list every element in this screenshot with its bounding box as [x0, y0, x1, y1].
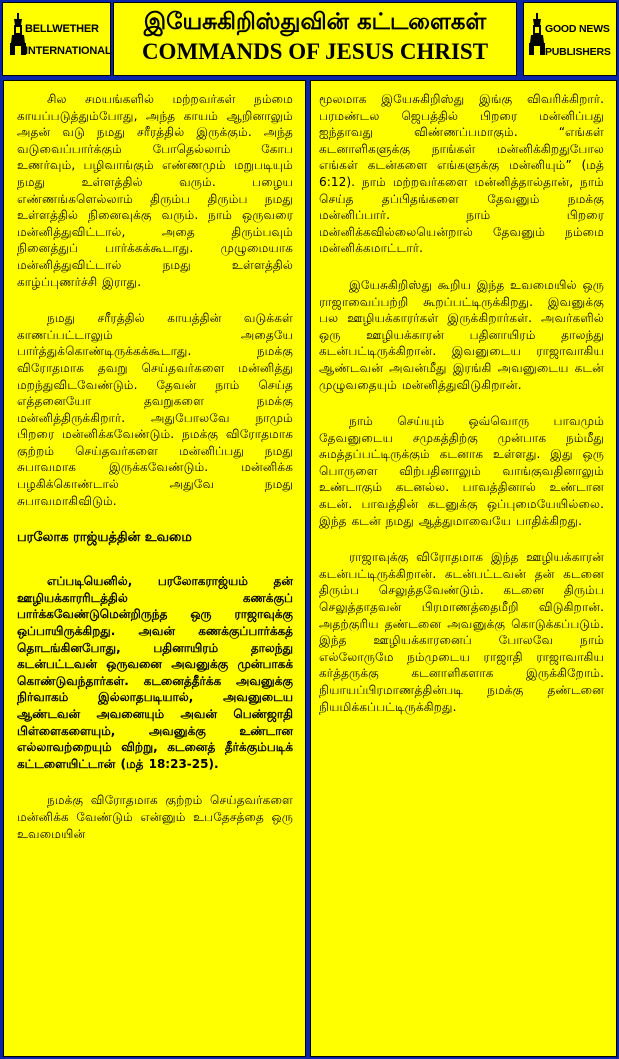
- right-paragraph-2: இயேசுகிறிஸ்து கூறிய இந்த உவமையில் ஒரு ராஜாவைப்பற்றி கூறப்பட்டிருக்கிறது. இவனுக்கு பல ஊழியக்காரர்கள் இருக்கிறார்கள். அவர்களில் ஒரு ஊழியக்காரன் பதினாயிரம் தாலந்து கடன்பட்டிருக்கிறான். இவனுடைய ராஜாவாகிய ஆண்டவன் அவன்மீது இரங்கி அவனுடைய கடன் முழுவதையும் மன்னித்துவிடுகிறான்.: [319, 277, 604, 392]
- logo-left-line2: INTERNATIONAL: [25, 45, 112, 57]
- bellwether-logo: [2, 2, 111, 76]
- logo-right-line2: PUBLISHERS: [545, 46, 611, 58]
- page-title-tamil: இயேசுகிறிஸ்துவின் கட்டளைகள்: [143, 9, 487, 35]
- left-paragraph-2: நமது சரீரத்தில் காயத்தின் வடுக்கள் காணப்பட்டாலும் அதையே பார்த்துக்கொண்டிருக்கக்கூடாது. நமக்கு விரோதமாக தவறு செய்தவர்களை மன்னித்து மறந்துவிடவேண்டும். தேவன் நாம் செய்த எத்தனையோ தவறுகளை நமக்கு மன்னித்திருக்கிறார். அதுபோலவே நாமும் பிறரை மன்னிக்கவேண்டும். நமக்கு விரோதமாக குற்றம் செய்தவர்களை மன்னிப்பது நமது சுபாவமாக இருக்கவேண்டும். மன்னிக்க பழகிக்கொண்டால் அதுவே நமது சுபாவமாகிவிடும்.: [17, 311, 293, 508]
- right-column: [310, 80, 617, 1057]
- left-paragraph-1: சில சமயங்களில் மற்றவர்கள் நம்மை காயப்படுத்தும்போது, அந்த காயம் ஆறினாலும் அதன் வடு நமது சரீரத்தில் இருக்கும். அந்த வடுவைப்பார்க்கும் போதெல்லாம் கோப உணர்வும், பழிவாங்கும் எண்ணமும் மறுபடியும் நமது உள்ளத்தில் வரும். பழைய எண்ணங்களெல்லாம் திரும்ப திரும்ப நமது உள்ளத்தில் நினைவுக்கு வரும். நாம் ஒருவரை மன்னித்துவிட்டால், அதை திரும்பவும் நினைத்துப் பார்க்கக்கூடாது. முழுமையாக மன்னித்துவிட்டால் நமது உள்ளத்தில் காழ்ப்புணர்ச்சி இராது.: [17, 92, 293, 289]
- title-banner: [113, 2, 517, 76]
- logo-left-line1: BELLWETHER: [25, 23, 99, 35]
- logo-right-line1: GOOD NEWS: [545, 23, 610, 35]
- right-paragraph-4: ராஜாவுக்கு விரோதமாக இந்த ஊழியக்காரன் கடன்பட்டிருக்கிறான். கடன்பட்டவன் தன் கடனை திரும்ப செலுத்தவேண்டும். கடனை திரும்ப செலுத்தாதவன் பிரமாணத்தைமீறி விடுகிறான். அதற்குரிய தண்டனை அவனுக்கு கொடுக்கப்படும். இந்த ஊழியக்காரனைப் போலவே நாம் எல்லோருமே நம்முடைய ராஜாதி ராஜாவாகிய கர்த்தருக்கு கடனாளிகளாக இருக்கிறோம். நியாயப்பிரமாணத்தின்படி நமக்கு தண்டனை நியமிக்கப்பட்டிருக்கிறது.: [319, 550, 604, 714]
- right-paragraph-3: நாம் செய்யும் ஒவ்வொரு பாவமும் தேவனுடைய சமுகத்திற்கு முன்பாக நம்மீது சுமத்தப்பட்டிருக்கும் கடனாக உள்ளது. இது ஒரு பொருளை விற்பதினாலும் வாங்குவதினாலும் உண்டாகும் கடனல்ல. பாவத்தினால் உண்டான கடன். பாவத்தின் கடனுக்கு ஒப்புமையேயில்லை. இந்த கடன் நமது ஆத்துமாவையே பாதிக்கிறது.: [319, 414, 604, 528]
- right-paragraph-1: மூலமாக இயேசுகிறிஸ்து இங்கு விவரிக்கிறார். பரமண்டல ஜெபத்தில் பிறரை மன்னிப்பது ஐந்தாவது விண்ணப்பமாகும். “எங்கள் கடனாளிகளுக்கு நாங்கள் மன்னிக்கிறதுபோல எங்கள் கடன்களை எங்களுக்கு மன்னியும்” (மத் 6:12). நாம் மற்றவர்களை மன்னித்தால்தான், நாம் செய்த தப்பிதங்களை தேவனும் நமக்கு மன்னிப்பார். நாம் பிறரை மன்னிக்கவில்லையென்றால் தேவனும் நம்மை மன்னிக்கமாட்டார்.: [319, 92, 604, 256]
- left-paragraph-4: நமக்கு விரோதமாக குற்றம் செய்தவர்களை மன்னிக்க வேண்டும் என்னும் உபதேசத்தை ஒரு உவமையின்: [17, 793, 293, 841]
- good-news-logo: [523, 2, 617, 76]
- page-title-english: COMMANDS OF JESUS CHRIST: [141, 39, 489, 64]
- section-heading: பரலோக ராஜ்யத்தின் உவமை: [17, 530, 192, 546]
- page-header: [0, 0, 619, 78]
- left-column: [3, 80, 306, 1057]
- scripture-quote: எப்படியெனில், பரலோகராஜ்யம் தன் ஊழியக்காரரிடத்தில் கணக்குப் பார்க்கவேண்டுமென்றிருந்த ஒரு ராஜாவுக்கு ஒப்பாயிருக்கிறது. அவன் கணக்குப்பார்க்கத் தொடங்கினபோது, பதினாயிரம் தாலந்து கடன்பட்டவன் ஒருவனை அவனுக்கு முன்பாகக் கொண்டுவந்தார்கள். கடனைத்தீர்க்க அவனுக்கு நிர்வாகம் இல்லாதபடியால், அவனுடைய ஆண்டவன் அவனையும் அவன் பெண்ஜாதி பிள்ளைகளையும், அவனுக்கு உண்டான எல்லாவற்றையும் விற்று, கடனைத் தீர்க்கும்படிக் கட்டளையிட்டான் (மத் 18:23-25).: [17, 574, 293, 771]
